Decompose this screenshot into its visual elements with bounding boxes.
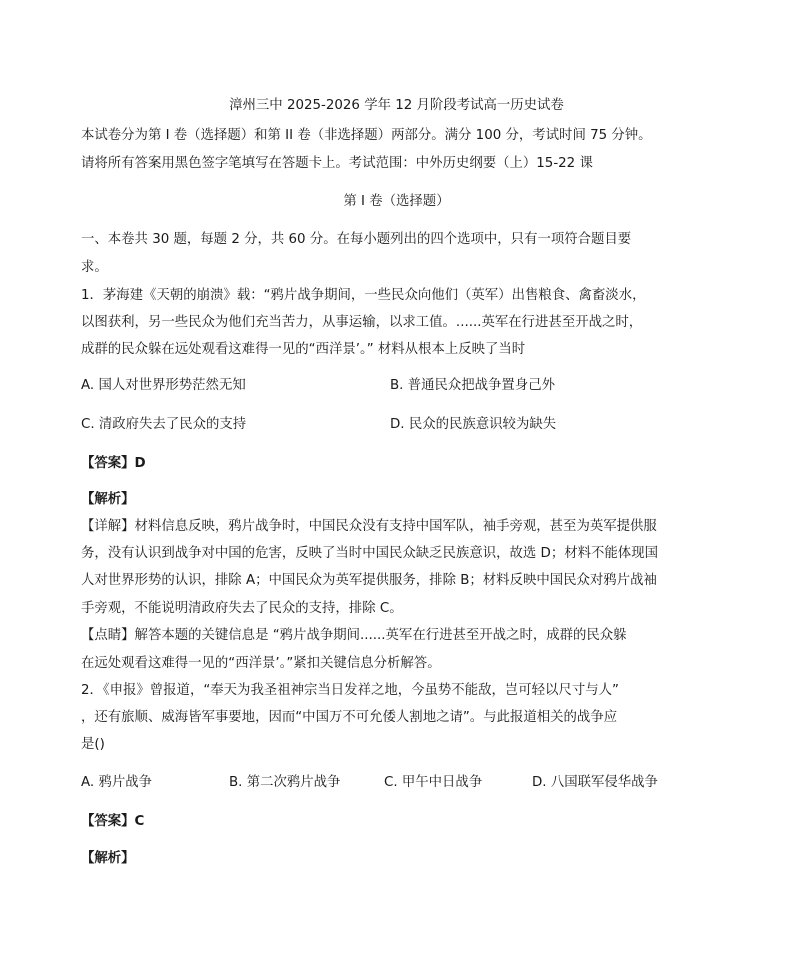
q1-analysis-label: 【解析】 (81, 492, 135, 507)
instruction-line-2: 求。 (81, 260, 108, 275)
q1-option-a: A. 国人对世界形势茫然无知 (81, 378, 246, 393)
q1-detail-line-2: 务，没有认识到战争对中国的危害，反映了当时中国民众缺乏民族意识，故选 D；材料不能体现国 (81, 546, 658, 561)
q1-option-c: C. 清政府失去了民众的支持 (81, 417, 247, 432)
intro-line-1: 本试卷分为第 I 卷（选择题）和第 II 卷（非选择题）两部分。满分 100 分，考试时间 75 分钟。 (81, 128, 652, 143)
q1-detail-line-3: 人对世界形势的认识，排除 A；中国民众为英军提供服务，排除 B；材料反映中国民众对鸦片战袖 (81, 573, 657, 588)
q2-option-d: D. 八国联军侵华战争 (532, 775, 658, 790)
q2-option-b: B. 第二次鸦片战争 (229, 775, 341, 790)
q2-stem-line-1: 2．《申报》曾报道，“奉天为我圣祖神宗当日发祥之地，今虽势不能敌，岂可轻以尺寸与人” (81, 683, 619, 698)
instruction-line-1: 一、本卷共 30 题，每题 2 分，共 60 分。在每小题列出的四个选项中，只有一项符合题目要 (81, 232, 632, 247)
q1-tip-line-1: 【点睛】解答本题的关键信息是 “鸦片战争期间......英军在行进甚至开战之时，成群的民众躲 (81, 628, 627, 643)
q1-option-d: D. 民众的民族意识较为缺失 (390, 417, 557, 432)
intro-line-2: 请将所有答案用黑色签字笔填写在答题卡上。考试范围：中外历史纲要（上）15-22 课 (81, 156, 593, 171)
q2-analysis-label: 【解析】 (81, 851, 135, 866)
q1-detail-line-1: 【详解】材料信息反映，鸦片战争时，中国民众没有支持中国军队，袖手旁观，甚至为英军提供服 (81, 519, 657, 534)
q1-stem-line-2: 以图获利，另一些民众为他们充当苦力，从事运输，以求工值。......英军在行进甚至开战之时， (81, 315, 643, 330)
q2-option-c: C. 甲午中日战争 (384, 775, 483, 790)
q1-answer: 【答案】D (81, 456, 146, 471)
exam-title: 漳州三中 2025-2026 学年 12 月阶段考试高一历史试卷 (229, 98, 564, 113)
section-title: 第 I 卷（选择题） (343, 194, 450, 209)
q2-option-a: A. 鸦片战争 (81, 775, 152, 790)
q2-answer: 【答案】C (81, 814, 145, 829)
q1-stem-line-1: 1．茅海建《天朝的崩溃》载：“鸦片战争期间，一些民众向他们（英军）出售粮食、禽畜淡水， (81, 288, 646, 303)
q2-stem-line-3: 是() (81, 737, 105, 752)
q1-option-b: B. 普通民众把战争置身己外 (390, 378, 555, 393)
q1-tip-line-2: 在远处观看这难得一见的“西洋景’。”紧扣关键信息分析解答。 (81, 656, 441, 671)
q2-stem-line-2: ，还有旅顺、威海皆军事要地，因而“中国万不可允倭人割地之请”。与此报道相关的战争应 (81, 710, 618, 725)
q1-stem-line-3: 成群的民众躲在远处观看这难得一见的“西洋景’。” 材料从根本上反映了当时 (81, 342, 526, 357)
q1-detail-line-4: 手旁观，不能说明清政府失去了民众的支持，排除 C。 (81, 601, 403, 616)
